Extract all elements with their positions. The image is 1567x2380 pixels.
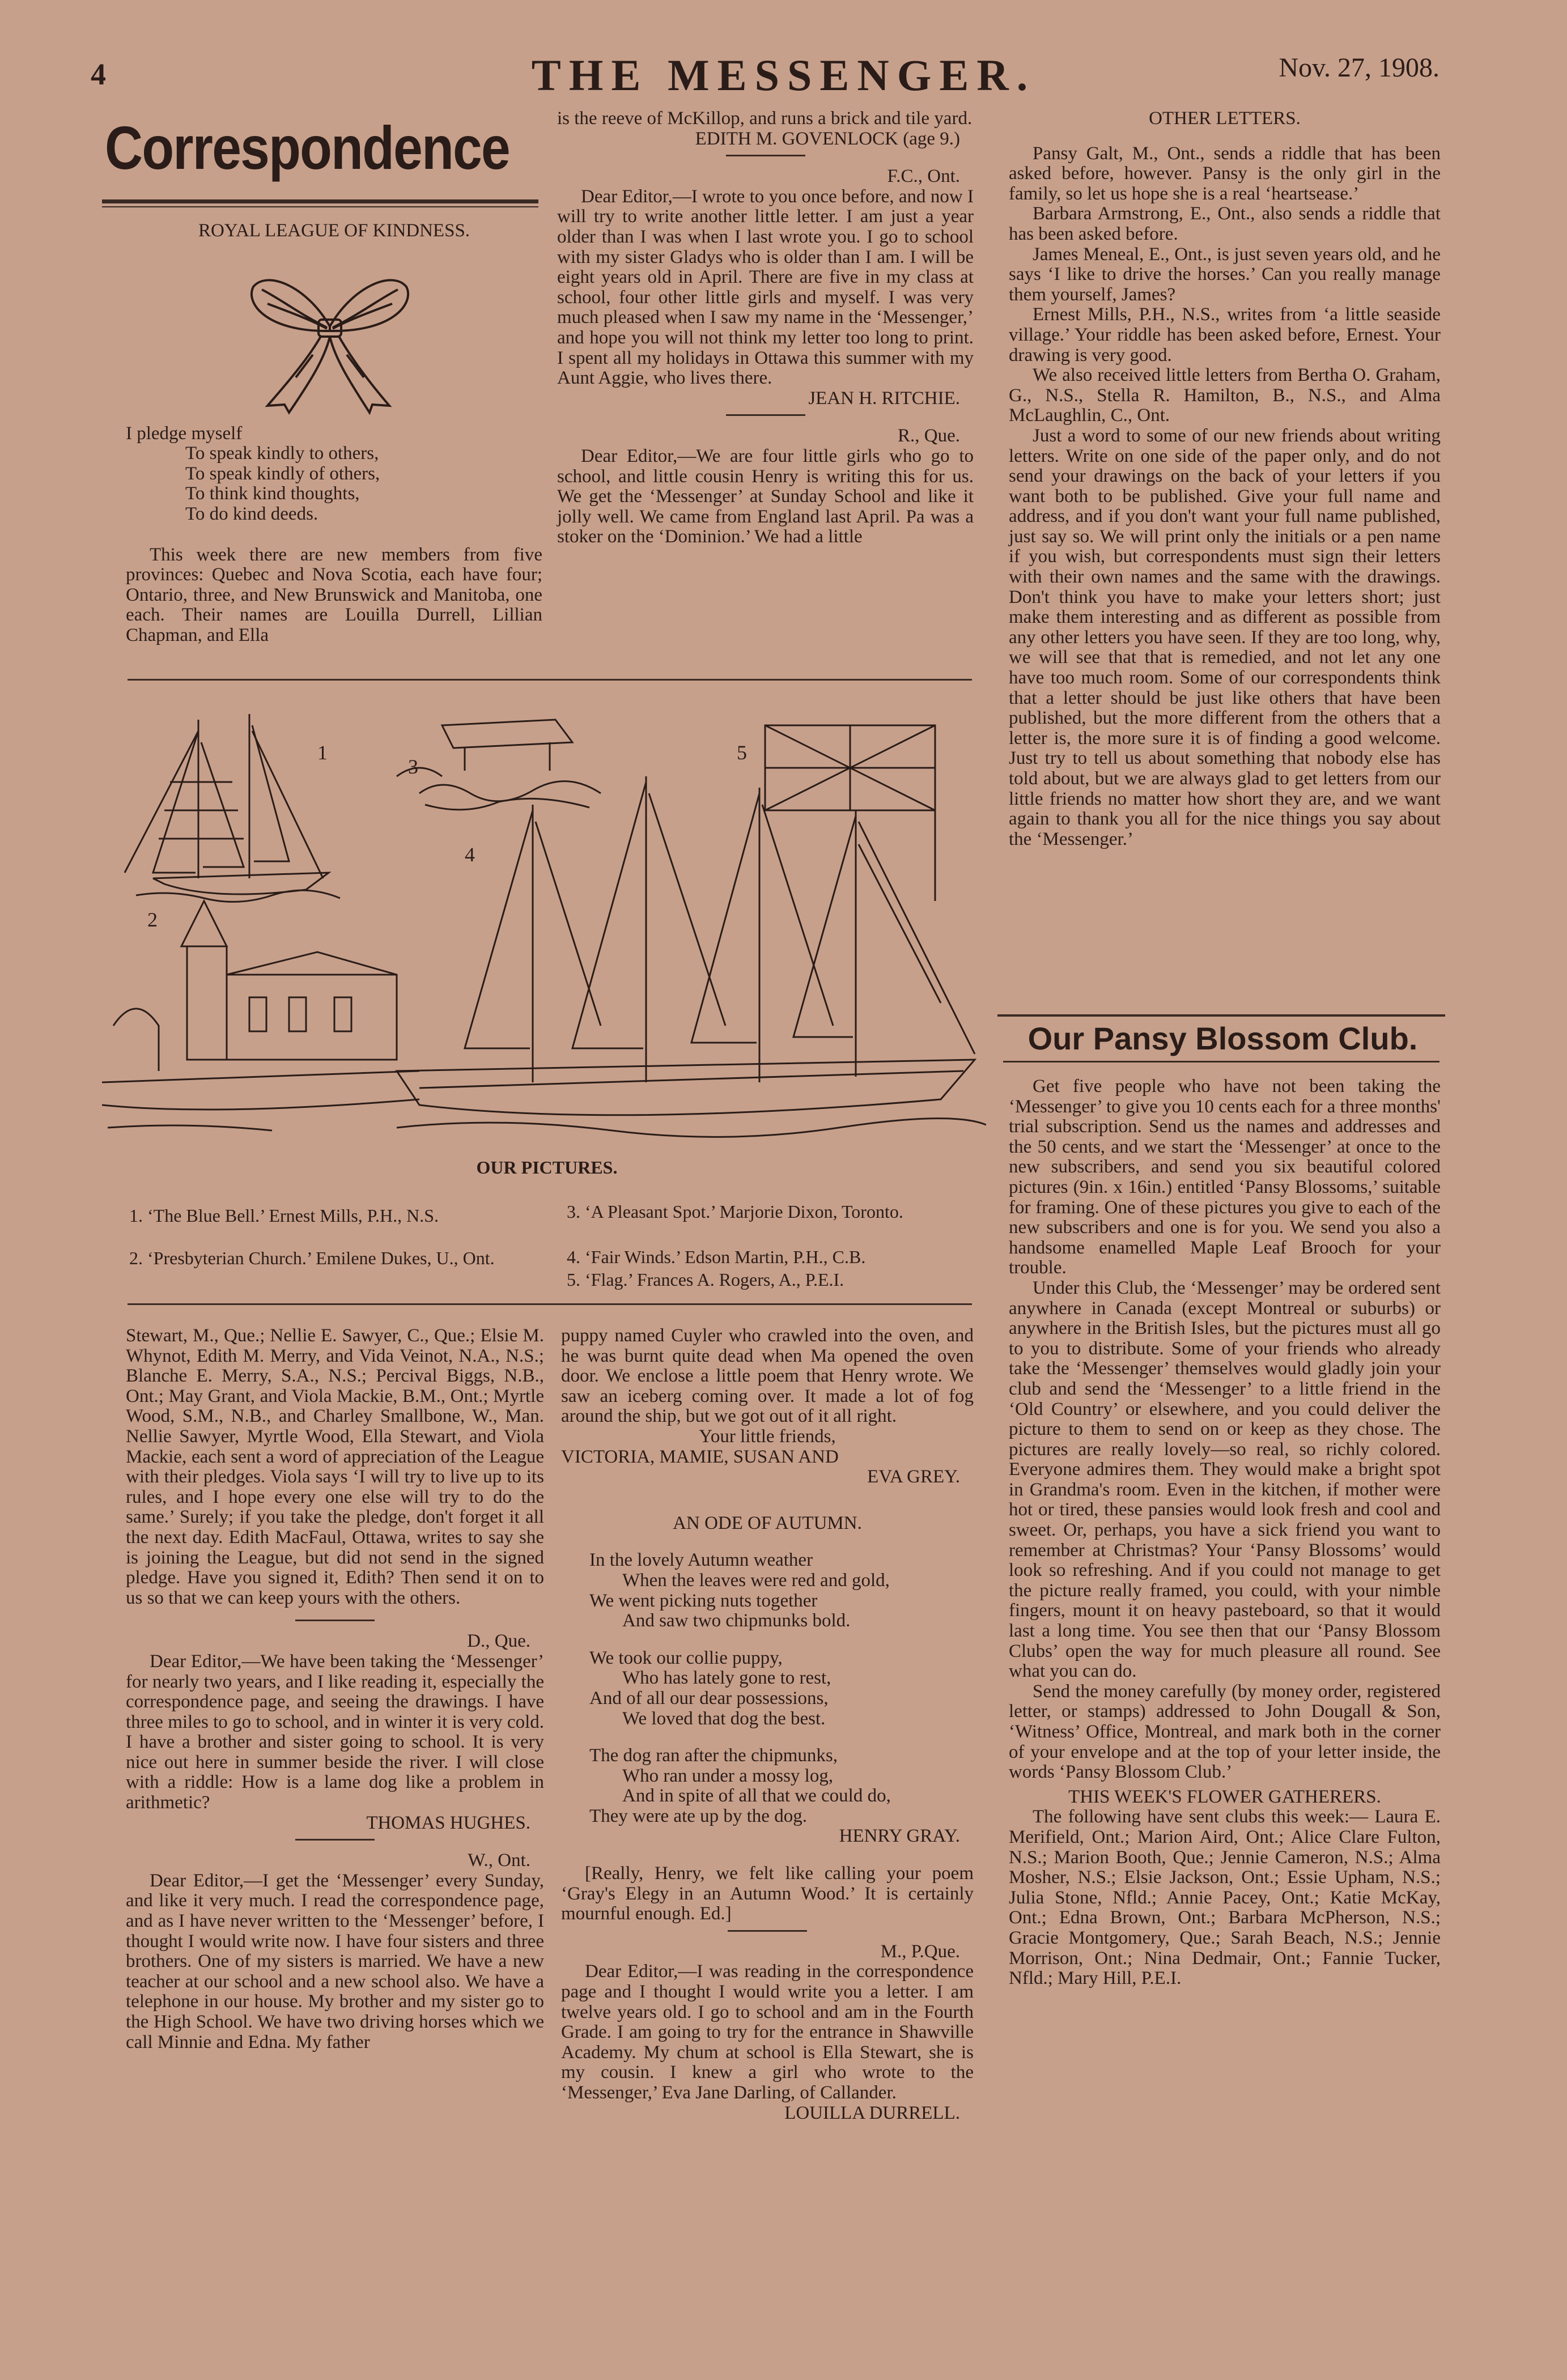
picture-number-1: 1	[317, 741, 328, 764]
letter-continuation: is the reeve of McKillop, and runs a brick and tile yard.	[557, 108, 973, 129]
signature-hughes: THOMAS HUGHES.	[366, 1812, 530, 1833]
letters-column-bottom	[561, 1326, 974, 2123]
church-drawing	[102, 901, 419, 1130]
signature-durrell: LOUILLA DURRELL.	[784, 2102, 960, 2123]
pictures-title: OUR PICTURES.	[476, 1157, 618, 1178]
league-column	[126, 221, 542, 646]
pictures-rule-top	[128, 679, 972, 681]
ship-drawing	[397, 776, 986, 1137]
poem-line: And saw two chipmunks bold.	[622, 1610, 851, 1631]
letter-grey-sisters: Dear Editor,—We are four little girls who go to school, and little cousin Henry is writing this for us. We get the ‘Messenger’ at Sunday School and like it jolly well. We came from England last April. Pa was a stoker on the ‘Dominion.’ We had a little	[557, 445, 974, 547]
other-letters-column	[1009, 109, 1441, 849]
poem-line: Who has lately gone to rest,	[622, 1668, 831, 1689]
caption-2: 2. ‘Presbyterian Church.’ Emilene Dukes, U., Ont.	[129, 1248, 495, 1268]
poem-signature: HENRY GRAY.	[839, 1826, 960, 1847]
club-para-1: Get five people who have not been taking the ‘Messenger’ to give you 10 cents each for a three months' trial subscription. Send us the names and addresses and the 50 cents, and we start the ‘Messenger’ at once to the new subscribers, and send you six beautiful colored pictures (9in. x 16in.) entitled ‘Pansy Blossoms,’ suitable for framing. One of these pictures you give to each of the new subscribers and one is for you. We send you also a handsome enamelled Maple Leaf Brooch for your trouble.	[1009, 1076, 1441, 1278]
masthead: THE MESSENGER.	[531, 50, 1036, 100]
pledge-line-2: To speak kindly to others,	[185, 443, 379, 464]
league-names: Stewart, M., Que.; Nellie E. Sawyer, C., Que.; Elsie M. Whynot, Edith M. Merry, and Vida Veinot, N.A., N.S.; Blanche E. Merry, S.A., N.S.; Percival Biggs, N.B., Ont.; May Grant, and Viola Mackie, B.M., Ont.; Myrtle Wood, S.M., N.B., and Charley Smallbone, W., Man. Nellie Sawyer, Myrtle Wood, Ella Stewart, and Viola Mackie, each sent a word of appreciation of the League with their pledges. Viola says ‘I will try to live up to its rules, and I hope every one else will try to do the same.’ Surely; if you take the pledge, don't forget it all the next day. Edith MacFaul, Ottawa, writes to say she is joining the League, but did not send in the signed pledge. Have you signed it, Edith? Then send it on to us so that we can keep yours with the others.	[126, 1325, 544, 1608]
other-letter-5: We also received little letters from Bertha O. Graham, G., N.S., Stella R. Hamilton, B., N.S., and Alma McLaughlin, C., Ont.	[1009, 365, 1441, 426]
place-r-que: R., Que.	[898, 426, 960, 447]
pledge-line-3: To speak kindly of others,	[185, 463, 380, 484]
pledge-line-5: To do kind deeds.	[185, 503, 319, 524]
other-letter-2: Barbara Armstrong, E., Ont., also sends a riddle that has been asked before.	[1009, 203, 1441, 244]
other-letter-4: Ernest Mills, P.H., N.S., writes from ‘a little seaside village.’ Your riddle has been asked before, Ernest. Your drawing is very good.	[1009, 304, 1441, 366]
issue-date: Nov. 27, 1908.	[1279, 53, 1439, 83]
place-fc-ont: F.C., Ont.	[887, 166, 960, 187]
caption-1: 1. ‘The Blue Bell.’ Ernest Mills, P.H., N.S.	[129, 1205, 439, 1226]
letter-ritchie: Dear Editor,—I wrote to you once before, and now I will try to write another little letter. I am just a year older than I was when I last wrote you. I go to school with my sister Gladys who is older than I am. I will be eight years old in April. There are five in my class at school, four other little girls and myself. I was very much pleased when I saw my name in the ‘Messenger,’ and hope you will not think my letter too long to print. I spent all my holidays in Ottawa this summer with my Aunt Aggie, who lives there.	[557, 186, 974, 389]
poem-line: Who ran under a mossy log,	[622, 1765, 834, 1786]
separator	[726, 155, 805, 156]
separator	[728, 1930, 807, 1932]
club-para-2: Under this Club, the ‘Messenger’ may be ordered sent anywhere in Canada (except Montreal or suburbs) or anywhere in the British Isles, but the pictures must all go to you to distribute. Some of your friends who already take the ‘Messenger’ themselves would gladly join your club and send the ‘Messenger’ to a little friend in the ‘Old Country’ or elsewhere, and you could deliver the picture to them to send on or keep as they chose. The pictures are really lovely—so real, so richly colored. Everyone admires them. They would make a bright spot in Grandma's room. Even in the kitchen, if mother were hot or tired, these pansies would look fresh and cool and sweet. Or, perhaps, you have a sick friend you want to remember at Christmas? Your ‘Pansy Blossoms’ would look so refreshing. And if you could not manage to get the picture really framed, you could, with your nimble fingers, mount it on heavy pasteboard, so that it would last a long time. You see then that our ‘Pansy Blossom Clubs’ open the way for much pleasure all round. See what you can do.	[1009, 1277, 1441, 1682]
poem-line: And in spite of all that we could do,	[622, 1786, 891, 1807]
league-body: This week there are new members from five provinces: Quebec and Nova Scotia, each have four; Ontario, three, and New Brunswick and Manitoba, one each. Their names are Louilla Durrell, Lillian Chapman, and Ella	[126, 544, 542, 645]
place-m-pque: M., P.Que.	[880, 1941, 960, 1962]
club-rule-bottom	[1003, 1061, 1439, 1062]
picture-number-4: 4	[465, 843, 475, 866]
poem-title: AN ODE OF AUTUMN.	[673, 1512, 862, 1533]
letter-grey-continuation: puppy named Cuyler who crawled into the oven, and he was burnt quite dead when Ma opened the oven door. We enclose a little poem that Henry wrote. We saw an iceberg coming over. It made a lot of fog around the ship, but we got out of it all right.	[561, 1325, 974, 1427]
poem-line: And of all our dear possessions,	[589, 1688, 829, 1708]
pictures-rule-bottom	[128, 1303, 972, 1305]
poem-line: The dog ran after the chipmunks,	[589, 1745, 838, 1766]
club-rule-top	[997, 1014, 1445, 1017]
picture-number-3: 3	[408, 755, 418, 778]
letter-w-ont: Dear Editor,—I get the ‘Messenger’ every Sunday, and like it very much. I read the correspondence page, and as I have never written to the ‘Messenger’ before, I thought I would write now. I have four sisters and three brothers. One of my sisters is married. We have a new teacher at our school and a new school also. We have a telephone in our house. My brother and my sister go to the High School. We have two driving horses which we call Minnie and Edna. My father	[126, 1870, 544, 2052]
signature-ritchie: JEAN H. RITCHIE.	[808, 388, 960, 409]
signature-govenlock: EDITH M. GOVENLOCK (age 9.)	[695, 128, 960, 149]
place-d-que: D., Que.	[467, 1631, 530, 1652]
league-names-column	[126, 1326, 544, 2052]
picture-number-5: 5	[737, 741, 747, 764]
schooner-drawing-1	[125, 714, 340, 902]
flag-drawing	[765, 725, 935, 901]
gatherers-list: The following have sent clubs this week:— Laura E. Merifield, Ont.; Marion Aird, Ont.; Alice Clare Fulton, N.S.; Marion Booth, Que.; Jennie Cameron, N.S.; Alma Mosher, N.S.; Elsie Jackson, Ont.; Essie Upham, N.S.; Julia Stone, Nfld.; Annie Pacey, Ont.; Katie McKay, Ont.; Edna Brown, Ont.; Barbara McPherson, N.S.; Gracie Montgomery, Que.; Sarah Beach, N.S.; Jennie Morrison, Ont.; Nina Dedmair, Ont.; Fannie Tucker, Nfld.; Mary Hill, P.E.I.	[1009, 1807, 1441, 1989]
separator	[295, 1620, 375, 1621]
league-title: ROYAL LEAGUE OF KINDNESS.	[198, 220, 470, 241]
signature-grey-a: VICTORIA, MAMIE, SUSAN AND	[561, 1446, 839, 1467]
title-rule	[102, 199, 538, 203]
advice-paragraph: Just a word to some of our new friends about writing letters. Write on one side of the paper only, and do not send your drawings on the back of your letters if you want both to be published. Give your full name and address, and if you don't want your full name published, just say so. We will print only the initials or a pen name if you wish, but correspondents must sign their letters with their own names and the same with the drawings. Don't think you have to make your letters short; just make them interesting and as different as possible from any other letters you have seen. If they are too long, why, we will see that that is remedied, and not let any one have too much room. Some of our correspondents think that a letter should be just like others that have been published, but the more different from the others that a letter is, the more sure it is of finding a good welcome. Just try to tell us about something that nobody else has told about, but we are always glad to get letters from our little friends no matter how short they are, and we want again to thank you all for the nice things you say about the ‘Messenger.’	[1009, 425, 1441, 849]
drawings-illustration	[102, 708, 986, 1139]
letter-durrell: Dear Editor,—I was reading in the correspondence page and I thought I would write you a letter. I am twelve years old. I go to school and am in the Fourth Grade. I am going to try for the entrance in Shawville Academy. My chum at school is Ella Stewart, she is my cousin. I knew a girl who wrote to the ‘Messenger,’ Eva Jane Darling, of Callander.	[561, 1961, 974, 2103]
poem-line: They were ate up by the dog.	[589, 1805, 807, 1826]
poem-line: We went picking nuts together	[589, 1590, 818, 1611]
other-letters-title: OTHER LETTERS.	[1149, 108, 1301, 129]
gatherers-title: THIS WEEK'S FLOWER GATHERERS.	[1068, 1786, 1381, 1807]
pledge-line-1: I pledge myself	[126, 423, 243, 444]
bow-illustration	[245, 264, 415, 417]
caption-5: 5. ‘Flag.’ Frances A. Rogers, A., P.E.I.	[567, 1269, 844, 1290]
pleasant-spot-drawing	[397, 720, 601, 810]
other-letter-1: Pansy Galt, M., Ont., sends a riddle that has been asked before, however. Pansy is the only girl in the family, so let us hope she is a real ‘heartsease.’	[1009, 143, 1441, 204]
poem-line: In the lovely Autumn weather	[589, 1550, 813, 1571]
caption-3: 3. ‘A Pleasant Spot.’ Marjorie Dixon, Toronto.	[567, 1201, 903, 1222]
other-letter-3: James Meneal, E., Ont., is just seven years old, and he says ‘I like to drive the horses.’ Can you really manage them yourself, James?	[1009, 244, 1441, 305]
editor-note: [Really, Henry, we felt like calling your poem ‘Gray's Elegy in an Autumn Wood.’ It is certainly mournful enough. Ed.]	[561, 1863, 974, 1924]
letter-hughes: Dear Editor,—We have been taking the ‘Messenger’ for nearly two years, and I like reading it, especially the correspondence page, and seeing the drawings. I have three miles to go to school, and in winter it is very cold. I have a brother and sister going to school. It is very nice out here in summer beside the river. I will close with a riddle: How is a lame dog like a problem in arithmetic?	[126, 1651, 544, 1813]
club-para-3: Send the money carefully (by money order, registered letter, or stamps) addressed to John Dougall & Son, ‘Witness’ Office, Montreal, and mark both in the corner of your envelope and at the top of your letter inside, the words ‘Pansy Blossom Club.’	[1009, 1681, 1441, 1783]
place-w-ont: W., Ont.	[468, 1850, 530, 1871]
club-column	[1009, 1077, 1441, 1989]
poem-line: We loved that dog the best.	[622, 1708, 826, 1729]
club-title: Our Pansy Blossom Club.	[1027, 1021, 1418, 1056]
picture-number-2: 2	[147, 908, 158, 931]
page-number: 4	[91, 57, 106, 91]
letters-column-top	[557, 109, 974, 547]
caption-4: 4. ‘Fair Winds.’ Edson Martin, P.H., C.B.	[567, 1247, 866, 1267]
poem-line: We took our collie puppy,	[589, 1647, 783, 1668]
separator	[726, 414, 805, 416]
title-rule-thin	[102, 206, 538, 207]
separator	[295, 1839, 375, 1841]
section-title: Correspondence	[105, 113, 509, 182]
signature-grey-b: EVA GREY.	[867, 1467, 960, 1488]
poem-line: When the leaves were red and gold,	[622, 1570, 890, 1591]
closing: Your little friends,	[699, 1426, 836, 1447]
pledge-line-4: To think kind thoughts,	[185, 483, 360, 504]
